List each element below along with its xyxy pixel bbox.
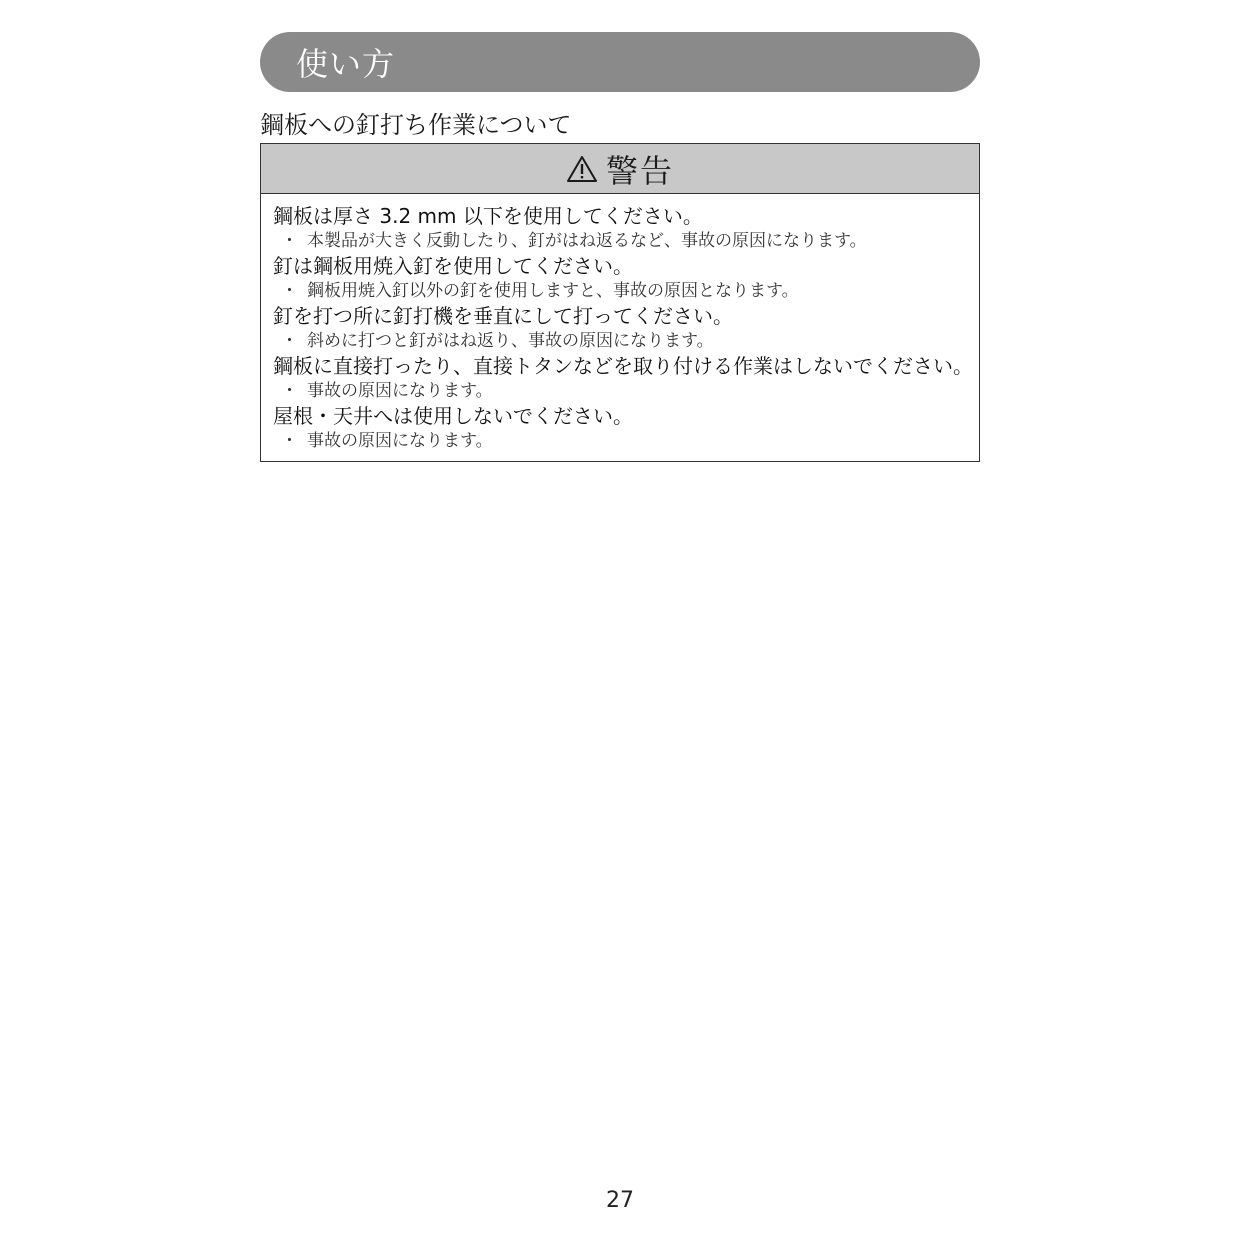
bullet: ・ bbox=[281, 281, 298, 301]
warning-title: 警告 bbox=[605, 151, 674, 190]
warning-item-main: 釘を打つ所に釘打機を垂直にして打ってください。 bbox=[273, 304, 733, 328]
warning-item bbox=[273, 353, 979, 403]
warning-title-bar bbox=[261, 144, 979, 194]
warning-item bbox=[273, 203, 979, 253]
warning-item-sub-text: 事故の原因になります。 bbox=[307, 381, 493, 401]
warning-item bbox=[273, 303, 979, 353]
warning-item-sub-text: 事故の原因になります。 bbox=[307, 431, 493, 451]
warning-item-sub bbox=[273, 379, 979, 403]
warning-item-sub bbox=[273, 429, 979, 453]
section-title: 使い方 bbox=[296, 45, 396, 83]
warning-item-main: 鋼板は厚さ 3.2 mm 以下を使用してください。 bbox=[273, 204, 703, 228]
page-number: 27 bbox=[606, 1188, 634, 1213]
bullet: ・ bbox=[281, 331, 298, 351]
warning-body bbox=[261, 194, 979, 453]
warning-item-sub bbox=[273, 329, 979, 353]
warning-item bbox=[273, 253, 979, 303]
warning-item-sub bbox=[273, 279, 979, 303]
warning-item-sub-text: 本製品が大きく反動したり、釘がはね返るなど、事故の原因になります。 bbox=[307, 231, 867, 251]
warning-item-main: 鋼板に直接打ったり、直接トタンなどを取り付ける作業はしないでください。 bbox=[273, 354, 973, 378]
warning-triangle-icon bbox=[566, 155, 598, 183]
warning-item-sub-text: 鋼板用焼入釘以外の釘を使用しますと、事故の原因となります。 bbox=[307, 281, 799, 301]
warning-item-main: 屋根・天井へは使用しないでください。 bbox=[273, 404, 633, 428]
warning-item-sub bbox=[273, 229, 979, 253]
warning-item bbox=[273, 403, 979, 453]
warning-box bbox=[260, 143, 980, 462]
subheading: 鋼板への釘打ち作業について bbox=[260, 111, 572, 139]
warning-item-sub-text: 斜めに打つと釘がはね返り、事故の原因になります。 bbox=[307, 331, 714, 351]
bullet: ・ bbox=[281, 231, 298, 251]
warning-item-main: 釘は鋼板用焼入釘を使用してください。 bbox=[273, 254, 633, 278]
bullet: ・ bbox=[281, 431, 298, 451]
section-header bbox=[260, 32, 980, 92]
bullet: ・ bbox=[281, 381, 298, 401]
